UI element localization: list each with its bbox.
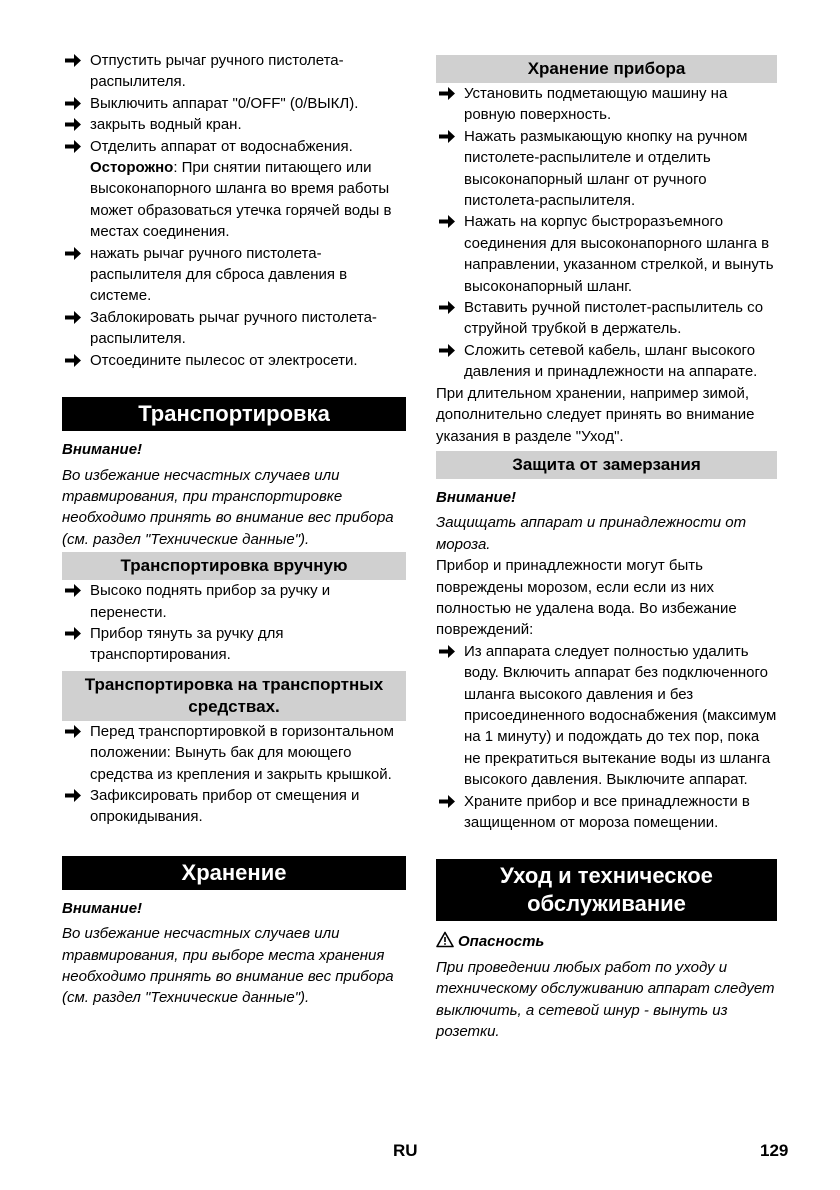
frost-paragraph: Прибор и принадлежности могут быть повреждены морозом, если если из них полностью не удалена вода. Во избежание повреждений: [436,557,737,639]
frost-warning-text: Защищать аппарат и принадлежности от мороза. [436,514,747,553]
list-item [62,350,406,371]
list-item [62,243,406,307]
list-item-text: Отсоедините пылесос от электросети. [90,351,358,369]
list-item-text: закрыть водный кран. [90,116,242,134]
page-number: 129 [760,1141,789,1160]
device-storage-heading: Хранение прибора [436,55,777,83]
arrow-right-icon [64,310,82,325]
storage-warning-text: Во избежание несчастных случаев или травмирования, при выборе места хранения необходимо принять во внимание вес прибора (см. раздел "Технические данные"). [62,925,394,1007]
list-item-text: Выключить аппарат "0/OFF" (0/ВЫКЛ). [90,94,359,112]
manual-transport-list [62,580,406,666]
list-item-text: Зафиксировать прибор от смещения и опрокидывания. [90,786,360,826]
manual-transport-heading: Транспортировка вручную [62,552,406,580]
arrow-right-icon [64,788,82,803]
list-item [436,126,777,212]
list-item-text: Перед транспортировкой в горизонтальном положении: Вынуть бак для моющего средства из крепления и закрыть крышкой. [90,722,394,783]
list-item-text: Из аппарата следует полностью удалить воду. Включить аппарат без подключенного шланга высокого давления и без присоединенного водоснабжения (максимум на 1 минуту) и подождать до тех пор, пока не прекратиться вытекание воды из шланга высокого давления. Выключите аппарат. [464,642,777,789]
list-item [436,83,777,126]
list-item [436,340,777,383]
danger-text: При проведении любых работ по уходу и техническому обслуживанию аппарат следует выключить, а сетевой шнур - вынуть из розетки. [436,958,775,1041]
warning-triangle-icon [436,931,454,948]
arrow-right-icon [438,794,456,809]
arrow-right-icon [64,724,82,739]
list-item-text: Вставить ручной пистолет-распылитель со струйной трубкой в держатель. [464,299,764,338]
transport-heading: Транспортировка [62,397,406,431]
list-item [62,93,406,114]
list-item-text: Отделить аппарат от водоснабжения. [90,137,353,155]
arrow-right-icon [64,583,82,598]
transport-warning-title: Внимание! [62,441,143,459]
storage-heading: Хранение [62,856,406,890]
caution-text: : При снятии питающего или высоконапорного шланга во время работы может образоваться утечка горячей воды в местах соединения. [90,159,392,241]
shutdown-steps-list [62,50,406,371]
arrow-right-icon [438,300,456,315]
list-item-text: нажать рычаг ручного пистолета-распылителя для сброса давления в системе. [90,244,348,305]
list-item [62,785,406,828]
arrow-right-icon [438,86,456,101]
list-item [62,580,406,623]
list-item-text: Отпустить рычаг ручного пистолета-распылителя. [90,52,344,91]
arrow-right-icon [438,129,456,144]
frost-warning-title: Внимание! [436,488,517,506]
transport-warning-text: Во избежание несчастных случаев или травмирования, при транспортировке необходимо принять во внимание вес прибора (см. раздел "Технические данные"). [62,466,394,548]
arrow-right-icon [64,117,82,132]
list-item-text: Храните прибор и все принадлежности в защищенном от мороза помещении. [464,792,750,831]
list-item-text: Высоко поднять прибор за ручку и перенести. [90,582,331,621]
list-item [436,297,777,340]
list-item-text: Прибор тянуть за ручку для транспортирования. [90,624,284,664]
list-item [436,641,777,791]
arrow-right-icon [64,353,82,368]
list-item [62,50,406,93]
list-item [436,211,777,297]
footer-language: RU [393,1141,418,1160]
list-item-text: Установить подметающую машину на ровную поверхность. [464,85,728,124]
caution-label: Осторожно [90,159,174,177]
frost-list [436,641,777,834]
list-item [62,623,406,666]
arrow-right-icon [64,139,82,154]
list-item-text: Нажать размыкающую кнопку на ручном пистолете-распылителе и отделить высоконапорный шланг от ручного пистолета-распылителя. [464,127,748,210]
frost-protection-heading: Защита от замерзания [436,451,777,479]
arrow-right-icon [64,96,82,111]
danger-title: Опасность [458,933,545,951]
list-item [62,721,406,785]
maintenance-heading: Уход и техническое обслуживание [436,859,777,921]
arrow-right-icon [64,626,82,641]
list-item [436,791,777,834]
arrow-right-icon [438,644,456,659]
danger-title-row [436,931,777,952]
arrow-right-icon [438,343,456,358]
list-item-text: Нажать на корпус быстроразъемного соединения для высоконапорного шланга в направлении, указанном стрелкой, и вынуть высоконапорный шланг. [464,213,774,295]
vehicle-transport-heading: Транспортировка на транспортных средствах. [62,671,406,721]
arrow-right-icon [438,214,456,229]
storage-warning-title: Внимание! [62,899,143,917]
vehicle-transport-list [62,721,406,828]
list-item [62,114,406,135]
storage-note: При длительном хранении, например зимой, дополнительно следует принять во внимание указания в разделе "Уход". [436,384,755,445]
list-item [62,136,406,243]
list-item [62,307,406,350]
left-column [62,50,406,1009]
right-column [436,50,777,1042]
arrow-right-icon [64,53,82,68]
arrow-right-icon [64,246,82,261]
device-storage-list [436,83,777,383]
list-item-text: Сложить сетевой кабель, шланг высокого давления и принадлежности на аппарате. [464,341,758,381]
list-item-text: Заблокировать рычаг ручного пистолета-распылителя. [90,308,377,348]
